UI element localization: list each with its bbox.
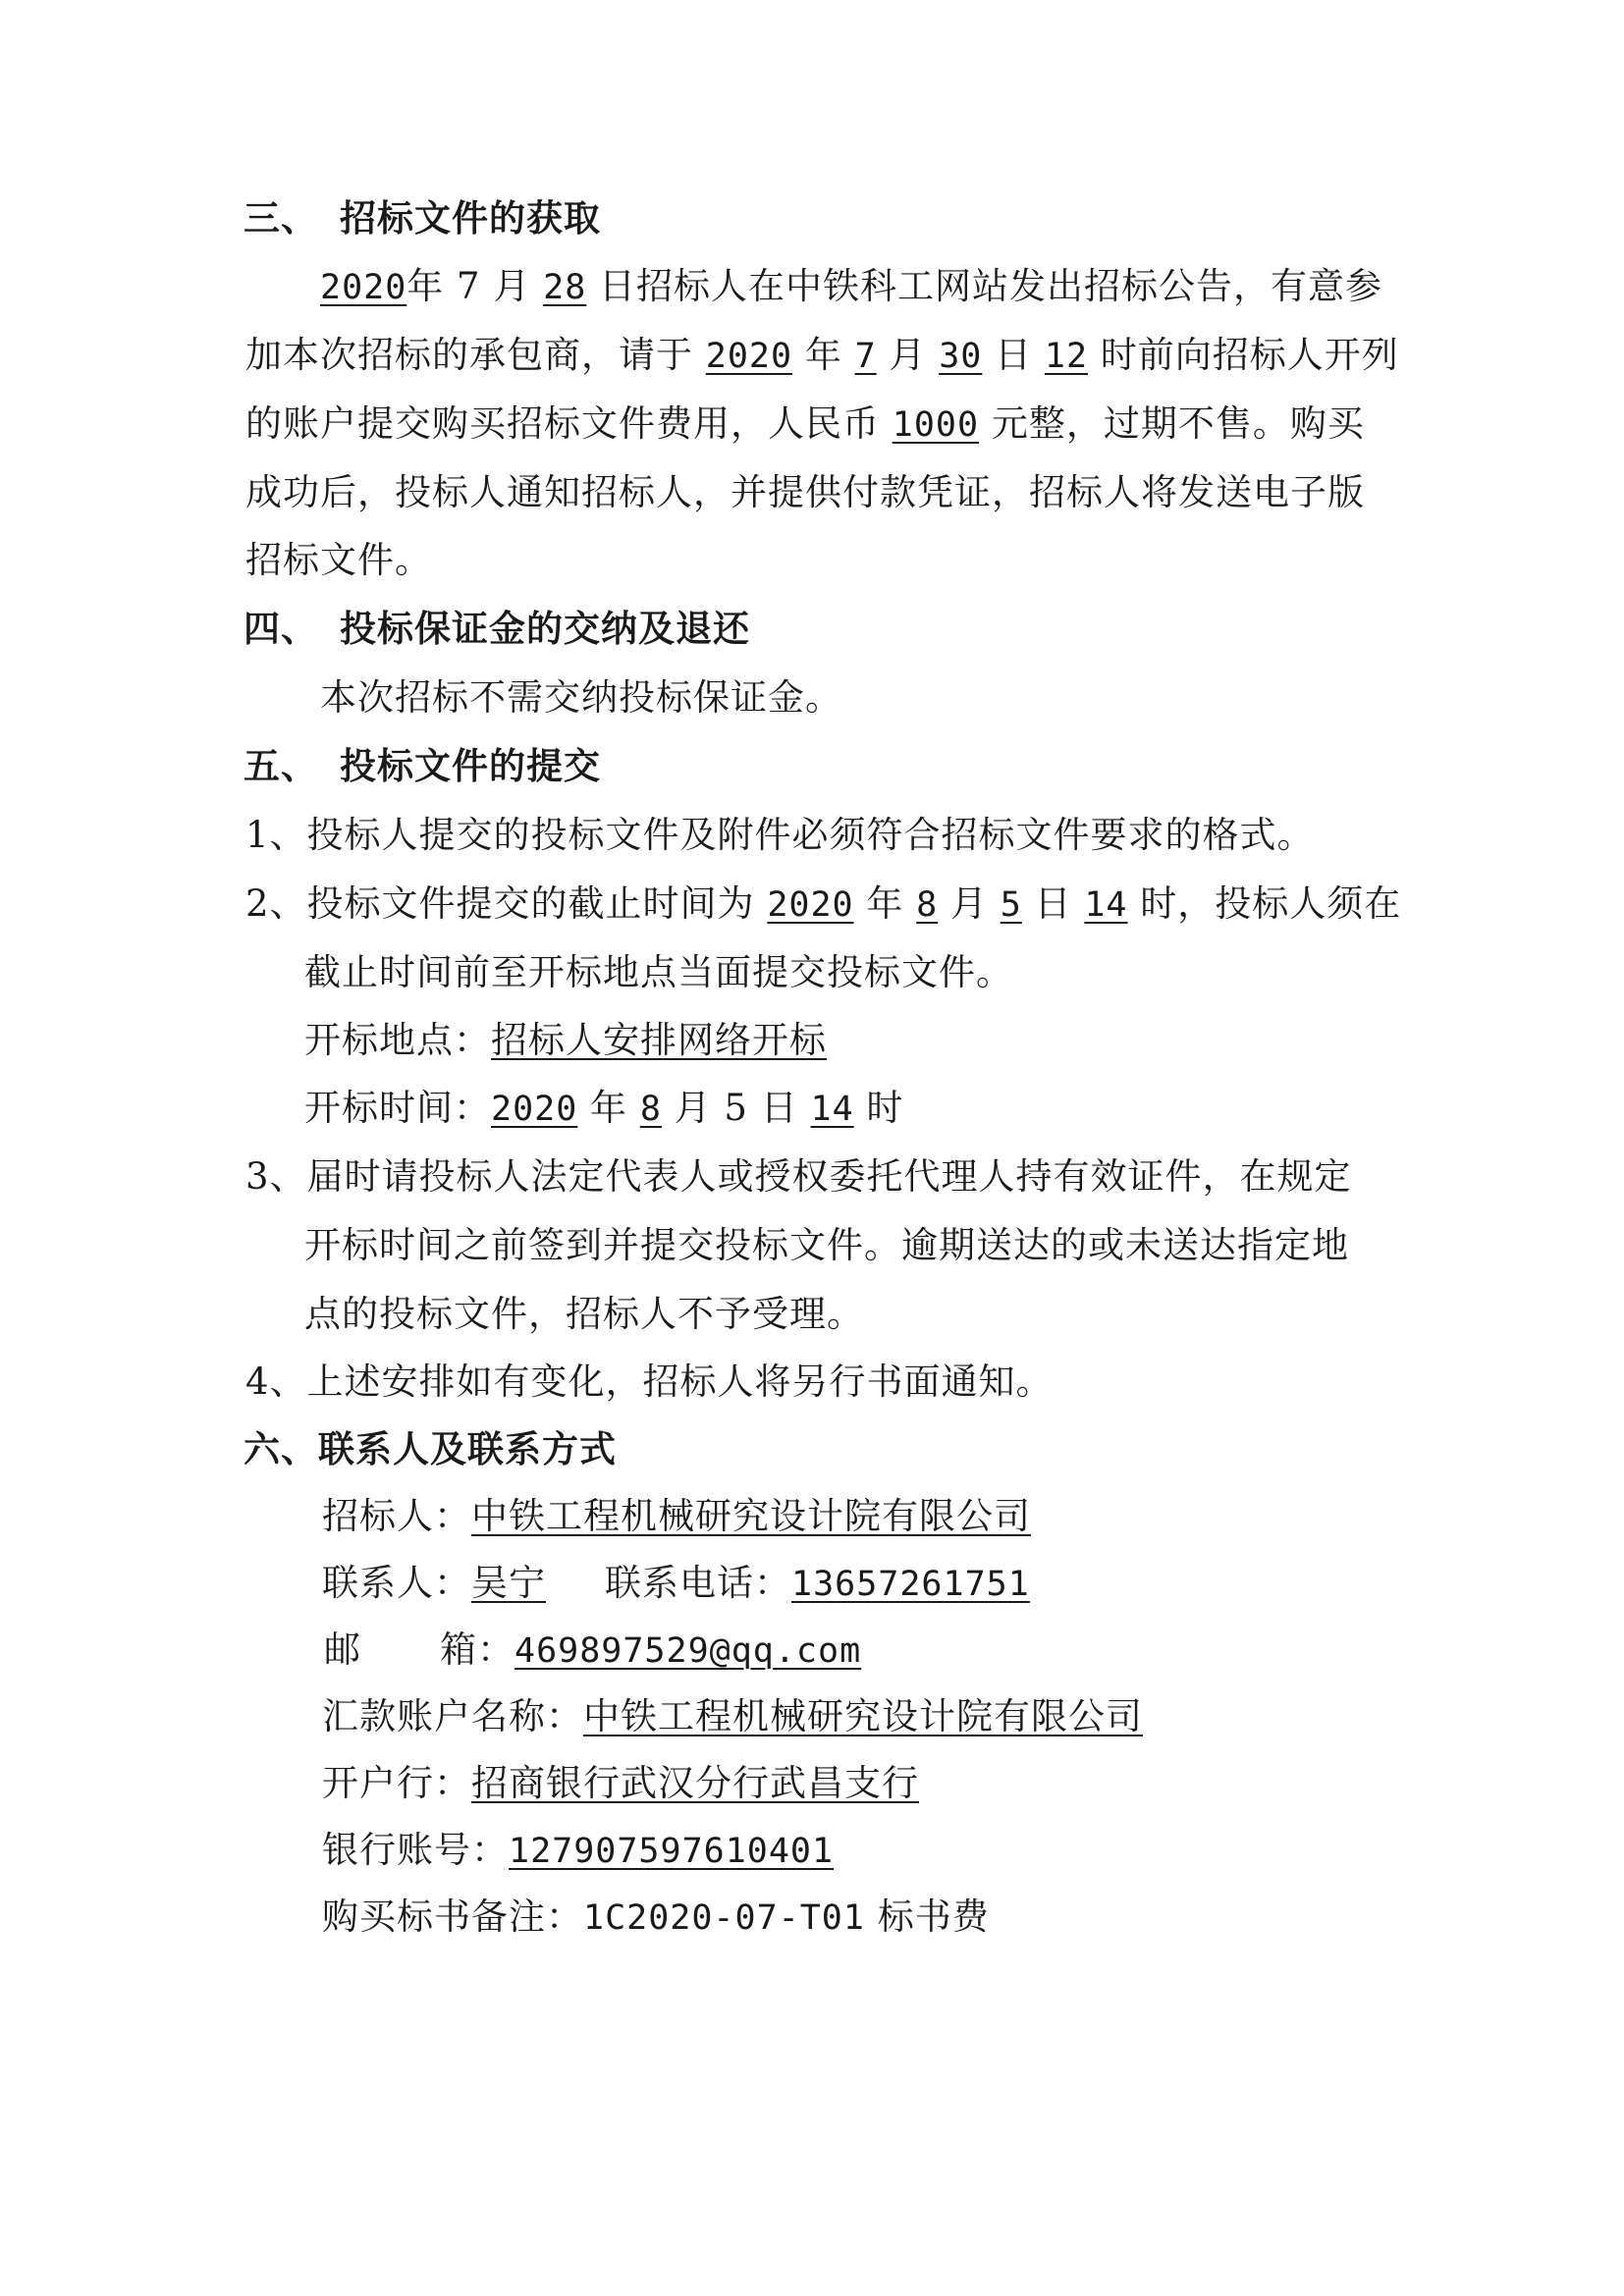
bank-value: 招商银行武汉分行武昌支行 <box>471 1762 919 1804</box>
section-3-para-line-1 <box>320 262 1382 312</box>
publish-day: 28 <box>543 268 587 307</box>
bid-opening-time-label: 开标时间： <box>304 1087 491 1129</box>
deadline-month: 7 <box>854 337 877 376</box>
section-5-heading <box>244 742 601 791</box>
section-3-heading <box>244 194 601 243</box>
section-5-item-4: 4、上述安排如有变化，招标人将另行书面通知。 <box>245 1361 1054 1403</box>
section-3-para-line-3 <box>245 400 1365 450</box>
purchase-note-suffix: 标书费 <box>864 1896 990 1938</box>
fee-amount: 1000 <box>892 405 980 445</box>
bank-label: 开户行： <box>322 1762 471 1804</box>
bid-opening-location <box>304 1016 827 1065</box>
account-name-row <box>322 1692 1143 1741</box>
section-5-number: 五、 <box>244 745 318 787</box>
section-3-para-line-5: 招标文件。 <box>245 539 432 581</box>
opening-hour: 14 <box>810 1090 854 1129</box>
email-label-char-1: 邮 <box>324 1629 361 1671</box>
account-number-row <box>322 1826 834 1876</box>
text-fragment: 年 7 月 <box>406 265 544 307</box>
account-name-value: 中铁工程机械研究设计院有限公司 <box>583 1695 1143 1737</box>
section-3-number: 三、 <box>244 197 318 240</box>
section-5-item-2-line-2: 截止时间前至开标地点当面提交投标文件。 <box>304 951 1013 993</box>
section-4-heading <box>244 605 750 654</box>
text-fragment: 月 5 日 <box>661 1087 811 1129</box>
phone-label: 联系电话： <box>605 1562 791 1604</box>
deadline-year: 2020 <box>705 337 793 376</box>
deadline-hour: 12 <box>1044 337 1089 376</box>
section-3-title: 招标文件的获取 <box>340 197 601 240</box>
email-label-char-2: 箱： <box>440 1629 514 1671</box>
email-row <box>324 1626 861 1676</box>
bid-opening-time <box>304 1084 903 1134</box>
section-4-para: 本次招标不需交纳投标保证金。 <box>320 676 842 719</box>
tenderer-value: 中铁工程机械研究设计院有限公司 <box>471 1495 1031 1537</box>
bid-opening-location-value: 招标人安排网络开标 <box>491 1019 827 1061</box>
text-fragment: 时 <box>853 1087 904 1129</box>
section-5-item-3-line-1: 3、届时请投标人法定代表人或授权委托代理人持有效证件，在规定 <box>245 1155 1352 1198</box>
section-6-heading: 六、联系人及联系方式 <box>244 1428 617 1470</box>
contact-row <box>322 1559 1030 1609</box>
text-fragment: 年 <box>792 334 855 376</box>
deadline-day: 30 <box>939 337 983 376</box>
submit-year: 2020 <box>767 885 854 925</box>
section-5-item-2-line-1 <box>245 880 1401 930</box>
tenderer-row <box>322 1492 1031 1541</box>
text-fragment: 日 <box>982 334 1045 376</box>
tenderer-label: 招标人： <box>322 1495 471 1537</box>
text-fragment: 时，投标人须在 <box>1127 882 1402 925</box>
text-fragment: 2、投标文件提交的截止时间为 <box>245 882 768 925</box>
text-fragment: 日 <box>1021 882 1085 925</box>
opening-year: 2020 <box>491 1090 578 1129</box>
section-5-item-1: 1、投标人提交的投标文件及附件必须符合招标文件要求的格式。 <box>245 814 1315 856</box>
text-fragment: 月 <box>938 882 1001 925</box>
account-number-label: 银行账号： <box>322 1829 509 1871</box>
submit-month: 8 <box>916 885 939 925</box>
text-fragment: 日招标人在中铁科工网站发出招标公告，有意参 <box>586 265 1383 307</box>
contact-value: 吴宁 <box>471 1562 546 1604</box>
section-5-title: 投标文件的提交 <box>340 745 601 787</box>
submit-day: 5 <box>1000 885 1022 925</box>
text-fragment: 月 <box>876 334 940 376</box>
text-fragment: 时前向招标人开列 <box>1088 334 1399 376</box>
publish-year: 2020 <box>320 268 407 307</box>
section-3-para-line-4: 成功后，投标人通知招标人，并提供付款凭证，招标人将发送电子版 <box>245 471 1365 513</box>
email-value: 469897529@qq.com <box>514 1631 862 1671</box>
purchase-note-label: 购买标书备注： <box>322 1896 583 1938</box>
text-fragment: 加本次招标的承包商，请于 <box>245 334 706 376</box>
contact-label: 联系人： <box>322 1562 471 1604</box>
text-fragment: 年 <box>853 882 917 925</box>
text-fragment: 年 <box>577 1087 640 1129</box>
section-5-item-3-line-3: 点的投标文件，招标人不予受理。 <box>304 1293 864 1335</box>
submit-hour: 14 <box>1084 885 1128 925</box>
text-fragment: 元整，过期不售。购买 <box>979 402 1365 445</box>
section-3-para-line-2 <box>245 331 1399 381</box>
text-fragment: 的账户提交购买招标文件费用，人民币 <box>245 402 893 445</box>
bid-opening-location-label: 开标地点： <box>304 1019 491 1061</box>
section-4-number: 四、 <box>244 608 318 650</box>
section-4-title: 投标保证金的交纳及退还 <box>340 608 750 650</box>
account-number-value: 127907597610401 <box>509 1832 835 1871</box>
opening-month: 8 <box>639 1090 662 1129</box>
phone-value: 13657261751 <box>791 1565 1030 1604</box>
section-5-item-3-line-2: 开标时间之前签到并提交投标文件。逾期送达的或未送达指定地 <box>304 1224 1349 1266</box>
purchase-note-code: 1C2020-07-T01 <box>583 1898 865 1938</box>
purchase-note-row <box>322 1893 990 1943</box>
bank-row <box>322 1759 919 1808</box>
account-name-label: 汇款账户名称： <box>322 1695 583 1737</box>
